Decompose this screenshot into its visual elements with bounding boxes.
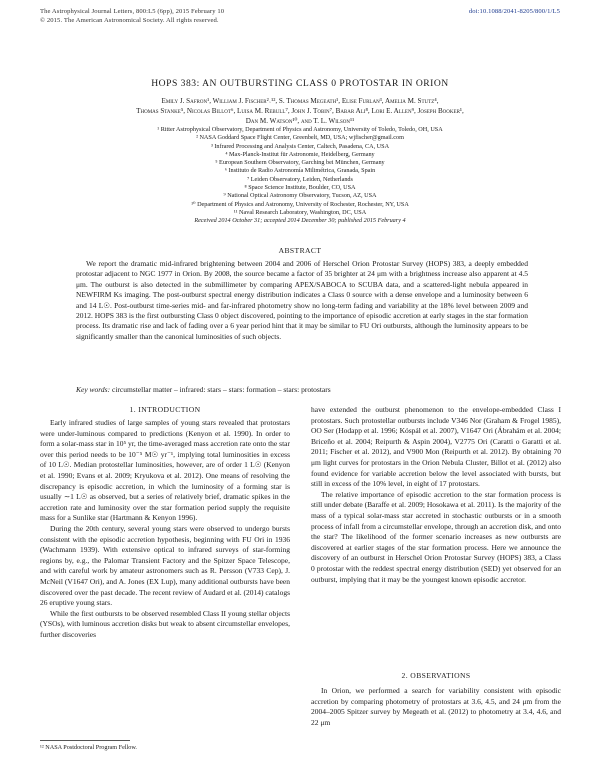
affiliation: ⁹ National Optical Astronomy Observatory, Tucson, AZ, USA: [223, 192, 377, 200]
left-column: [40, 418, 290, 640]
right-column: [311, 405, 561, 585]
section-heading-observations: 2. OBSERVATIONS: [401, 671, 471, 680]
author-list: [40, 96, 560, 126]
affiliation: ⁸ Space Science Institute, Boulder, CO, USA: [244, 184, 356, 192]
author-line: Dan M. Watson¹⁰, and T. L. Wilson¹¹: [245, 117, 355, 125]
keywords-label: Key words:: [76, 385, 111, 394]
doi-link[interactable]: doi:10.1088/2041-8205/800/1/L5: [468, 8, 560, 15]
received-dates: Received 2014 October 31; accepted 2014 December 30; published 2015 February 4: [194, 217, 406, 225]
affiliations: [40, 126, 560, 226]
affiliation: ³ Infrared Processing and Analysis Center, Caltech, Pasadena, CA, USA: [210, 142, 390, 150]
footnote: ¹² NASA Postdoctoral Program Fellow.: [40, 744, 137, 751]
keywords-list: circumstellar matter – infrared: stars – stars: formation – stars: protostars: [111, 385, 331, 394]
paragraph: Early infrared studies of large samples of young stars revealed that protostars were under-luminous compared to predictions (Kenyon et al. 1990). In order to form a solar-mass star in 10⁵ yr, the time-averaged mass accretion rate onto the star over this period needs to be 10⁻⁵ M☉ yr⁻¹, implying total luminosities in excess of 10 L☉. Median protostellar luminosities, however, are of order 1 L☉ (Kenyon et al. 1990; Evans et al. 2009; Kryukova et al. 2012). One means of resolving the discrepancy is episodic accretion, in which the luminosity of a forming star is usually ∼1 L☉ as observed, but a series of relatively brief, dramatic spikes in the accretion rate and luminosity over the star formation period supply the requisite mass for a Sunlike star (Hartmann & Kenyon 1996).: [40, 418, 290, 523]
observations-text: [311, 686, 561, 728]
affiliation: ⁴ Max-Planck-Institut für Astronomie, Heidelberg, Germany: [225, 150, 375, 158]
paragraph: In Orion, we performed a search for variability consistent with episodic accretion by comparing photometry of protostars at 3.6, 4.5, and 24 μm from the 2004–2005 Spitzer survey by Megeath et al. (2012) to photometry at 3.4, 4.6, and 22 μm: [311, 686, 561, 727]
affiliation: ¹⁰ Department of Physics and Astronomy, University of Rochester, Rochester, NY, USA: [191, 200, 409, 208]
affiliation: ² NASA Goddard Space Flight Center, Greenbelt, MD, USA; wjfischer@gmail.com: [196, 134, 404, 142]
affiliation: ⁶ Instituto de Radio Astronomía Milimétrica, Granada, Spain: [224, 167, 376, 175]
affiliation: ⁵ European Southern Observatory, Garching bei München, Germany: [215, 159, 385, 167]
section-heading-introduction: 1. INTRODUCTION: [129, 405, 201, 414]
copyright-line: © 2015. The American Astronomical Society. All rights reserved.: [40, 17, 219, 24]
abstract-heading: ABSTRACT: [278, 246, 322, 255]
paragraph: During the 20th century, several young stars were observed to undergo bursts consistent with the episodic accretion hypothesis, beginning with FU Ori in 1936 (Wachmann 1939). With extensive optical to infrared surveys of star-forming regions by, e.g., the Palomar Transient Factory and the Spitzer Space Telescope, and with careful work by amateur astronomers such as R. Persson (V733 Cep), J. McNeil (V1647 Ori), and A. Jones (EX Lup), many additional outbursts have been discovered over the past decade. The recent review of Audard et al. (2014) catalogs 26 eruptive young stars.: [40, 523, 290, 608]
affiliation: ⁷ Leiden Observatory, Leiden, Netherlands: [247, 175, 353, 183]
paragraph: The relative importance of episodic accretion to the star formation process is still under debate (Baraffe et al. 2009; Hosokawa et al. 2011). Is the majority of the mass of a typical solar-mass star accreted in stochastic outbursts or in a smooth process of infall from a circumstellar envelope, through an accretion disk, and onto the star? The likelihood of the former scenario increases as new outbursts are discovered at earlier stages of the star formation process. Here we announce the discovery of an outburst in Herschel Orion Protostar Survey (HOPS) 383, a Class 0 protostar with the reddest spectral energy distribution (SED) yet observed for an outburst, implying that it may be the youngest known episodic accretor.: [311, 489, 561, 584]
abstract-text: We report the dramatic mid-infrared brightening between 2004 and 2006 of Herschel Orion Protostar Survey (HOPS) 383, a deeply embedded protostar adjacent to NGC 1977 in Orion. By 2008, the source became a factor of 35 brighter at 24 μm with a brightness increase also apparent at 4.5 μm. The outburst is also detected in the submillimeter by comparing APEX/SABOCA to SCUBA data, and a scattered-light nebula appeared in NEWFIRM Ks imaging. The post-outburst spectral energy distribution indicates a Class 0 source with a dense envelope and a luminosity between 6 and 14 L☉. Post-outburst time-series mid- and far-infrared photometry show no long-term fading and variability at the 18% level between 2009 and 2012. HOPS 383 is the first outbursting Class 0 object discovered, pointing to the importance of episodic accretion at early stages in the star formation process. Its dramatic rise and lack of fading over a 6 year period hint that it may be similar to FU Ori outbursts, although the luminosity appears to be significantly smaller than the canonical luminosities of such objects.: [76, 259, 528, 341]
keywords: [76, 385, 528, 395]
running-header-journal: The Astrophysical Journal Letters, 800:L5 (6pp), 2015 February 10: [40, 8, 225, 15]
paragraph: While the first outbursts to be observed resembled Class II young stellar objects (YSOs), with luminous accretion disks but weak to absent circumstellar envelopes, further discoveries: [40, 608, 290, 639]
footnote-rule: [40, 740, 130, 741]
author-line: Thomas Stanke⁵, Nicolas Billot⁶, Luisa M. Rebull⁷, John J. Tobin⁷, Babar Ali⁸, Lori E. Allen⁹, Joseph Booker¹,: [136, 107, 464, 115]
paragraph: have extended the outburst phenomenon to the envelope-embedded Class I protostars. Such protostellar outbursts include V346 Nor (Graham & Frogel 1985), OO Ser (Hodapp et al. 1996; Kóspál et al. 2007), V1647 Ori (Ábrahám et al. 2004; Briceño et al. 2004; Reipurth & Aspin 2004), V2775 Ori (Caratti o Garatti et al. 2011; Fischer et al. 2012), and V900 Mon (Reipurth et al. 2012). By obtaining 70 μm light curves for protostars in the Orion Nebula Cluster, Billot et al. (2012) also found evidence for variable accretion below the level associated with bursts, but still in excess of the 10% level, in eight of 17 protostars.: [311, 405, 561, 489]
author-line: Emily J. Safron¹, William J. Fischer²˒¹², S. Thomas Megeath¹, Elise Furlan³, Amelia M. Stutz⁴,: [161, 97, 439, 105]
affiliation: ¹¹ Naval Research Laboratory, Washington, DC, USA: [233, 208, 367, 216]
affiliation: ¹ Ritter Astrophysical Observatory, Department of Physics and Astronomy, University of Toledo, Toledo, OH, USA: [157, 126, 443, 133]
paper-title: HOPS 383: AN OUTBURSTING CLASS 0 PROTOSTAR IN ORION: [151, 78, 449, 89]
